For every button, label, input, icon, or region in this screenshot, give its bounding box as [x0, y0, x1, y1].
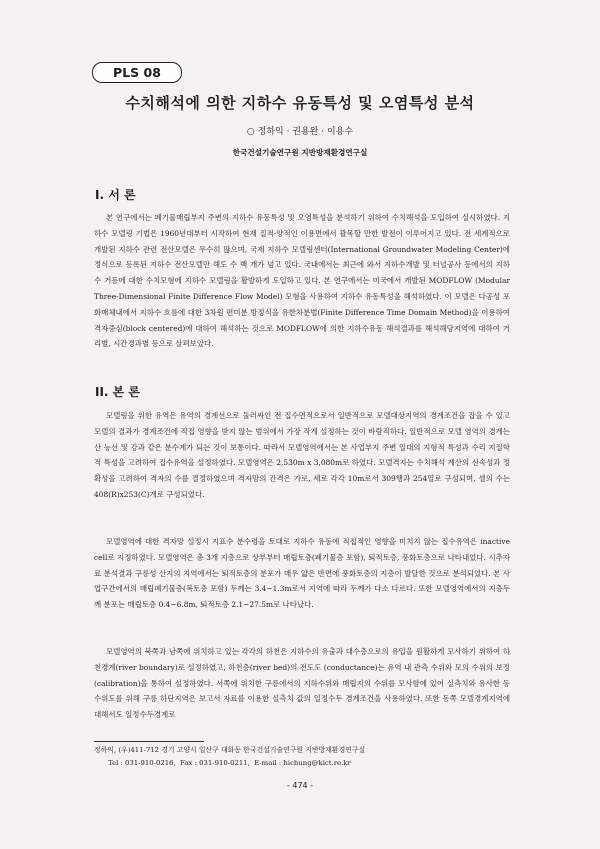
authors: ○ 정하익 · 권용완 · 이용수 [246, 127, 354, 137]
footnote-divider [94, 741, 204, 742]
section-heading-main: II. 본 론 [95, 385, 141, 399]
intro-paragraph: 본 연구에서는 폐기물매립부지 주변의 지하수 유동특성 및 오염특성을 분석하기 위하여 수치해석을 도입하여 실시하였다. 지하수 모델링 기법은 1960년대부터 시작하여 현재 질적·양적인 이용면에서 괄목할 만한 발전이 이루어지고 있다. 전 세계적으로 개발된 지하수 관련 전산모델은 무수히 많으며, 국제 지하수 모델링센터(International Groundwater Modeling Center)에 정식으로 등록된 지하수 전산모델만 해도 수 백 개가 넘고 있다. 국내에서는 최근에 와서 지하수개발 및 터널공사 등에서의 지하수 거동에 대한 수치모형에 지하수 모델링을 활발하게 도입하고 있다. 본 연구에서는 미국에서 개발된 MODFLOW (Modular Three-Dimensional Finite Difference Flow Model) 모형을 사용하여 지하수 유동특성을 해석하였다. 이 모델은 다공성 포화매체내에서 지하수 흐름에 대한 3차원 편미분 방정식을 유한차분법(Finite Difference Time Domain Method)을 이용하여 격자중심(block centered)에 대하여 해석하는 것으로 MODFLOW에 의한 지하수유동 해석결과를 해석해당지역에 대하여 거리별, 시간경과별 등으로 살펴보았다. [94, 213, 510, 349]
affiliation: 한국건설기술연구원 지반방재환경연구실 [232, 148, 368, 157]
section-heading-introduction: I. 서 론 [95, 188, 136, 202]
main-paragraph-3: 모델영역의 북쪽과 남쪽에 위치하고 있는 각각의 하천은 지하수의 유출과 대수층으로의 유입을 원활하게 모사하기 위하여 하천경계(river boundary)로 설정하였고, 하천층(river bed)의 전도도 (conductance)는 유역 내 관측 수위와 모의 수위의 보정 (calibration)을 통하여 설정하였다. 서쪽에 위치한 구릉에서의 지하수위와 매립지의 수위를 모사함에 있어 실측치와 유사한 등수위도를 위해 구릉 하단지역은 보고서 자료를 이용한 실측치 값의 일정수두 경계조건을 사용하였다. 또한 동쪽 모델경계지역에 대해서도 일정수두경계로 [94, 647, 510, 720]
page-number: - 474 - [286, 781, 314, 790]
footnote-address: 정하익, (우)411-712 경기 고양시 일산구 대화동 한국건설기술연구원 지반방재환경연구실 [94, 746, 366, 754]
session-badge: PLS 08 [92, 62, 182, 83]
main-paragraph-1: 모델링을 위한 유역은 유역의 경계선으로 둘러싸인 전 집수면적으로서 일반적으로 모델대상지역의 경계조건을 잡을 수 있고 모델의 결과가 경계조건에 직접 영향을 받지 않는 범위에서 가장 작게 설정하는 것이 바람직하다. 일반적으로 모델 영역의 경계는 산 능선 및 강과 같은 분수계가 되는 것이 보통이다. 따라서 모델영역에서는 본 사업부지 주변 일대의 지형적 특성과 수리 지질학적 특성을 고려하여 집수유역을 설정하였다. 모델영역은 2,530m x 3,080m로 하였다. 모델격자는 수치해석 계산의 신속성과 정확성을 고려하여 격자의 수를 결정하였으며 격자망의 간격은 가로, 세로 각각 10m로서 309행과 254열로 구성되며, 셀의 수는 408(R)x253(C)개로 구성되었다. [94, 411, 510, 499]
main-paragraph-2: 모델영역에 대한 격자망 설정시 지표수 분수령을 토대로 지하수 유동에 직접적인 영향을 미치지 않는 집수유역은 inactive cell로 지정하였다. 모델영역은 총 3개 지층으로 상부부터 매립토층(폐기물층 포함), 퇴적토층, 풍화토층으로 나타내었다. 시추자료 분석결과 구릉성 산지의 지역에서는 퇴적토층의 분포가 매우 얇은 반면에 풍화토층의 지층이 발달한 것으로 분석되었다. 본 사업구간에서의 매립폐기물층(복토층 포함) 두께는 3.4~1.3m로서 지역에 따라 두께가 다소 다르다. 또한 모델영역에서의 지층두께 분포는 매립토층 0.4~6.8m, 퇴적토층 2.1~27.5m로 나타났다. [94, 537, 510, 610]
paper-title: 수치해석에 의한 지하수 유동특성 및 오염특성 분석 [125, 94, 475, 112]
footnote-contact: Tel : 031-910-0216, Fax : 031-910-0211, E-mail : hichung@kict.re.kr [108, 759, 351, 767]
